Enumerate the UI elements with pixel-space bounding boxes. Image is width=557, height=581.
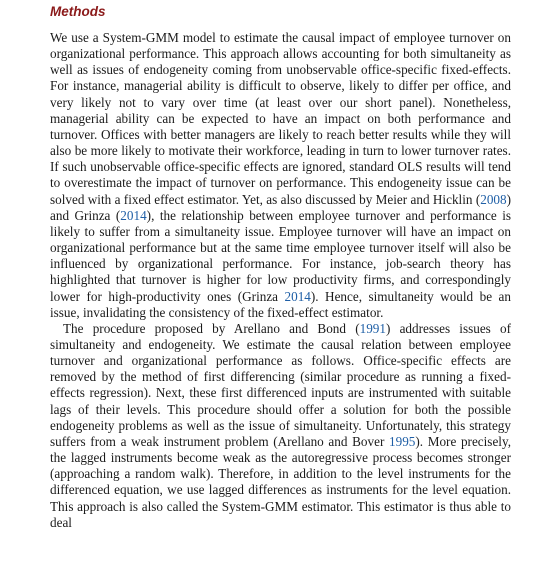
paragraph-text: ), the relationship between employee turnover and performance is likely to suffer from a simultaneity issue. Employee turnover will have an impact on organizational performance but at the same time employee turnover itself will also be influenced by organizational performance. For instance, job-search theory has highlighted that turnover is higher for low productivity firms, and correspondingly lower for high-productivity ones (Grinza bbox=[50, 207, 511, 304]
paragraph-text: ) and Grinza ( bbox=[50, 191, 511, 223]
body-paragraph-1 bbox=[50, 30, 511, 321]
article-page bbox=[50, 4, 511, 531]
citation-year-link[interactable]: 1995 bbox=[389, 433, 416, 449]
paragraph-text: ). Hence, simultaneity would be an issue, invalidating the consistency of the fixed-effect estimator. bbox=[50, 288, 511, 320]
paragraph-text: We use a System-GMM model to estimate the causal impact of employee turnover on organizational performance. This approach allows accounting for both simultaneity as well as issues of endogeneity coming from unobservable office-specific fixed-effects. For instance, managerial ability is difficult to observe, likely to differ per office, and very likely not to vary over time (at least over our short panel). Nonetheless, managerial ability can be expected to have an impact on both performance and turnover. Offices with better managers are likely to reach better results while they will also be more likely to motivate their workforce, leading in turn to lower turnover rates. If such unobservable office-specific effects are ignored, standard OLS results will tend to overestimate the impact of turnover on performance. This endogeneity issue can be solved with a fixed effect estimator. Yet, as also discussed by Meier and Hicklin ( bbox=[50, 30, 511, 207]
section-heading: Methods bbox=[50, 4, 106, 19]
paragraph-text: The procedure proposed by Arellano and Bond ( bbox=[63, 320, 360, 336]
paragraph-text: ) addresses issues of simultaneity and endogeneity. We estimate the causal relation between employee turnover and organizational performance as follows. Office-specific effects are removed by the method of first differencing (similar procedure as running a fixed-effects regression). Next, these first differenced inputs are instrumented with suitable lags of their levels. This procedure should offer a solution for both the possible endogeneity problems as well as the issue of simultaneity. Unfortunately, this strategy suffers from a weak instrument problem (Arellano and Bover bbox=[50, 320, 511, 449]
citation-year-link[interactable]: 1991 bbox=[359, 320, 386, 336]
paragraph-text: ). More precisely, the lagged instruments become weak as the autoregressive process becomes stronger (approaching a random walk). Therefore, in addition to the level instruments for the differenced equation, we use lagged differences as instruments for the level equation. This approach is also called the System-GMM estimator. This estimator is thus able to deal bbox=[50, 433, 511, 530]
body-paragraph-2 bbox=[50, 321, 511, 531]
citation-year-link[interactable]: 2008 bbox=[480, 191, 507, 207]
citation-year-link[interactable]: 2014 bbox=[284, 288, 311, 304]
citation-year-link[interactable]: 2014 bbox=[120, 207, 147, 223]
